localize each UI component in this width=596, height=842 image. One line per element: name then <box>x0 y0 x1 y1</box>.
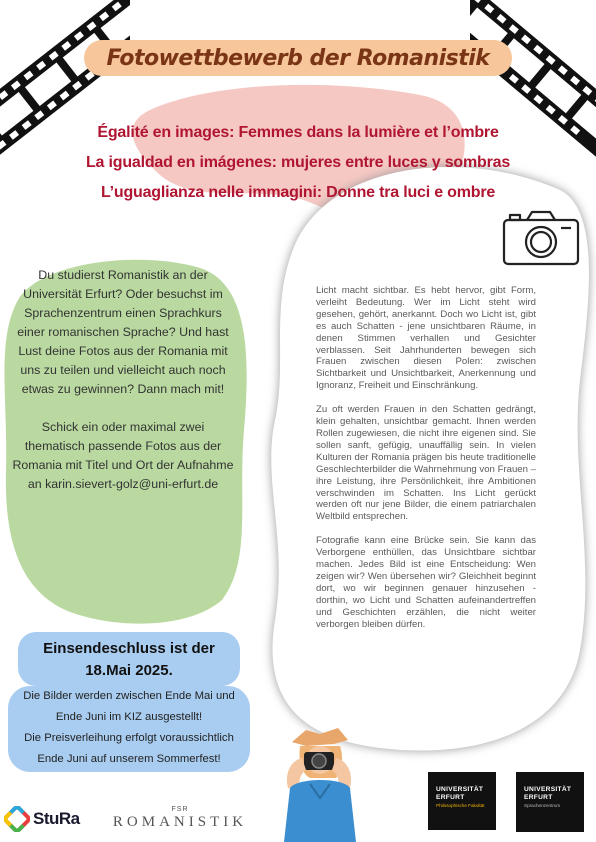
uni-language-center: Sprachenzentrum <box>524 803 561 808</box>
uni-faculty: Philosophische Fakultät <box>436 803 485 808</box>
deadline-date: 18.Mai 2025. <box>85 662 173 679</box>
deadline-line-1: Einsendeschluss ist der <box>43 640 215 657</box>
title-banner <box>84 40 512 76</box>
subtitle-italian: L’uguaglianza nelle immagini: Donne tra luci e ombre <box>100 184 496 201</box>
intro-paragraph: Du studierst Romanistik an der Universität Erfurt? Oder besuchst im Sprachenzentrum einen Sprachkurs einer romanischen Sprache? Und hast Lust deine Fotos aus der Romania mit uns zu teilen und vielleicht auch noch etwas zu gewinnen? Dann mach mit! <box>17 268 229 396</box>
essay-paragraph-1: Licht macht sichtbar. Es hebt hervor, gibt Form, verleiht Bedeutung. Wer im Licht steht wird gesehen, gehört, anerkannt. Doch wo Licht ist, gibt es auch Schatten - jene unsichtbaren Räume, in denen Stimmen verhallen und Gesichter verblassen. Seit Jahrhunderten bewegen sich Frauen zwischen diesen Polen: zwischen Sichtbarkeit und Unsichtbarkeit, Anerkennung und Ignoranz, Freiheit und Einschränkung. <box>316 285 536 392</box>
info-line-3: Die Preisverleihung erfolgt voraussichtlich <box>24 732 234 744</box>
uni-erfurt-language-center-logo <box>516 772 584 832</box>
essay-paragraph-2: Zu oft werden Frauen in den Schatten gedrängt, klein gehalten, unsichtbar gemacht. Ihnen werden Rollen zugewiesen, die nicht ihre eigenen sind. Sie sollen sanft, gefügig, unauffällig sein. In vielen Kulturen der Romania prägen bis heute traditionelle Geschlechterbilder die Wahrnehmung von Frauen – ihre Leistung, ihre Persönlichkeit, ihre Ambitionen verschwinden im Schatten. Ins Licht gerückt werden oft nur jene Bilder, die einem patriarchalen Weltbild entsprechen. <box>316 404 536 523</box>
page-title: Fotowettbewerb der Romanistik <box>106 45 490 71</box>
submission-paragraph: Schick ein oder maximal zwei thematisch passende Fotos aus der Romania mit Titel und Ort der Aufnahme an karin.sievert-golz@uni-erfurt.de <box>12 420 234 491</box>
photographer-illustration <box>270 728 370 842</box>
fsr-label: FSR <box>171 806 189 813</box>
info-box <box>8 686 250 772</box>
uni-erfurt-philosophy-logo <box>428 772 496 830</box>
essay-text <box>316 285 536 630</box>
subtitle-french: Égalité en images: Femmes dans la lumière et l’ombre <box>97 124 499 141</box>
info-line-4: Ende Juni auf unserem Sommerfest! <box>37 753 221 765</box>
info-line-2: Ende Juni im KIZ ausgestellt! <box>55 711 203 723</box>
subtitle-spanish: La igualdad en imágenes: mujeres entre luces y sombras <box>85 154 511 171</box>
deadline-box <box>18 632 240 686</box>
uni-name: UNIVERSITÄT ERFURT <box>436 786 484 801</box>
subtitle-block <box>40 118 556 208</box>
essay-paragraph-3: Fotografie kann eine Brücke sein. Sie kann das Verborgene enthüllen, das Unsichtbare sichtbar machen. Jedes Bild ist eine Entscheidung: Wen zeigen wir? Wen übersehen wir? Gleichheit beginnt dort, wo wir beginnen genauer hinzusehen - dorthin, wo Licht und Schatten aufeinandertreffen und Geschichten erzählen, die nicht weiter verborgen bleiben dürfen. <box>316 535 536 630</box>
stura-logo-text: StuRa <box>33 809 80 828</box>
intro-text <box>12 266 234 494</box>
camera-icon <box>501 208 581 268</box>
fsr-romanistik-logo <box>110 806 250 831</box>
stura-logo-icon <box>4 806 30 832</box>
romanistik-label: ROMANISTIK <box>112 814 248 830</box>
uni-name: UNIVERSITÄT ERFURT <box>524 786 572 801</box>
info-line-1: Die Bilder werden zwischen Ende Mai und <box>23 690 235 702</box>
stura-logo <box>4 806 80 832</box>
